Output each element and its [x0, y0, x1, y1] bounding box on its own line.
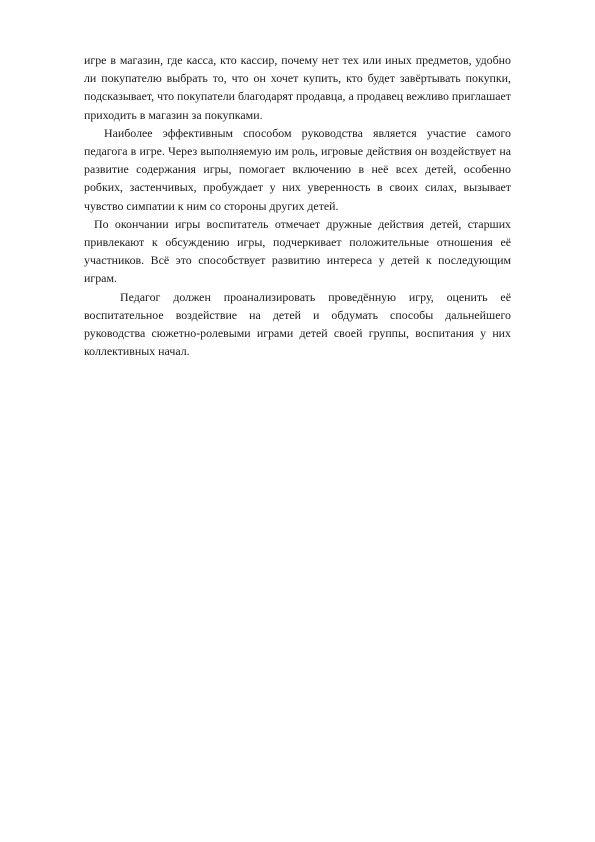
paragraph-1: игре в магазин, где касса, кто кассир, почему нет тех или иных предметов, удобно ли покупателю выбрать то, что он хочет купить, кто будет завёртывать покупки, подсказывает, что покупатели благодарят продавца, а продавец вежливо приглашает приходить в магазин за покупками. — [84, 53, 511, 122]
paragraph-2: Наиболее эффективным способом руководства является участие самого педагога в игре. Через выполняемую им роль, игровые действия он воздействует на развитие содержания игры, помогает включению в неё всех детей, особенно робких, застенчивых, пробуждает у них уверенность в своих силах, вызывает чувство симпатии к ним со стороны других детей. — [84, 125, 511, 213]
paragraph-3: По окончании игры воспитатель отмечает дружные действия детей, старших привлекают к обсуждению игры, подчеркивает положительные отношения её участников. Всё это способствует развитию интереса у детей к последующим играм. — [84, 216, 511, 286]
document-body — [84, 51, 511, 360]
paragraph-4: Педагог должен проанализировать проведённую игру, оценить её воспитательное воздействие на детей и обдумать способы дальнейшего руководства сюжетно-ролевыми играми детей своей группы, воспитания у них коллективных начал. — [84, 289, 511, 359]
